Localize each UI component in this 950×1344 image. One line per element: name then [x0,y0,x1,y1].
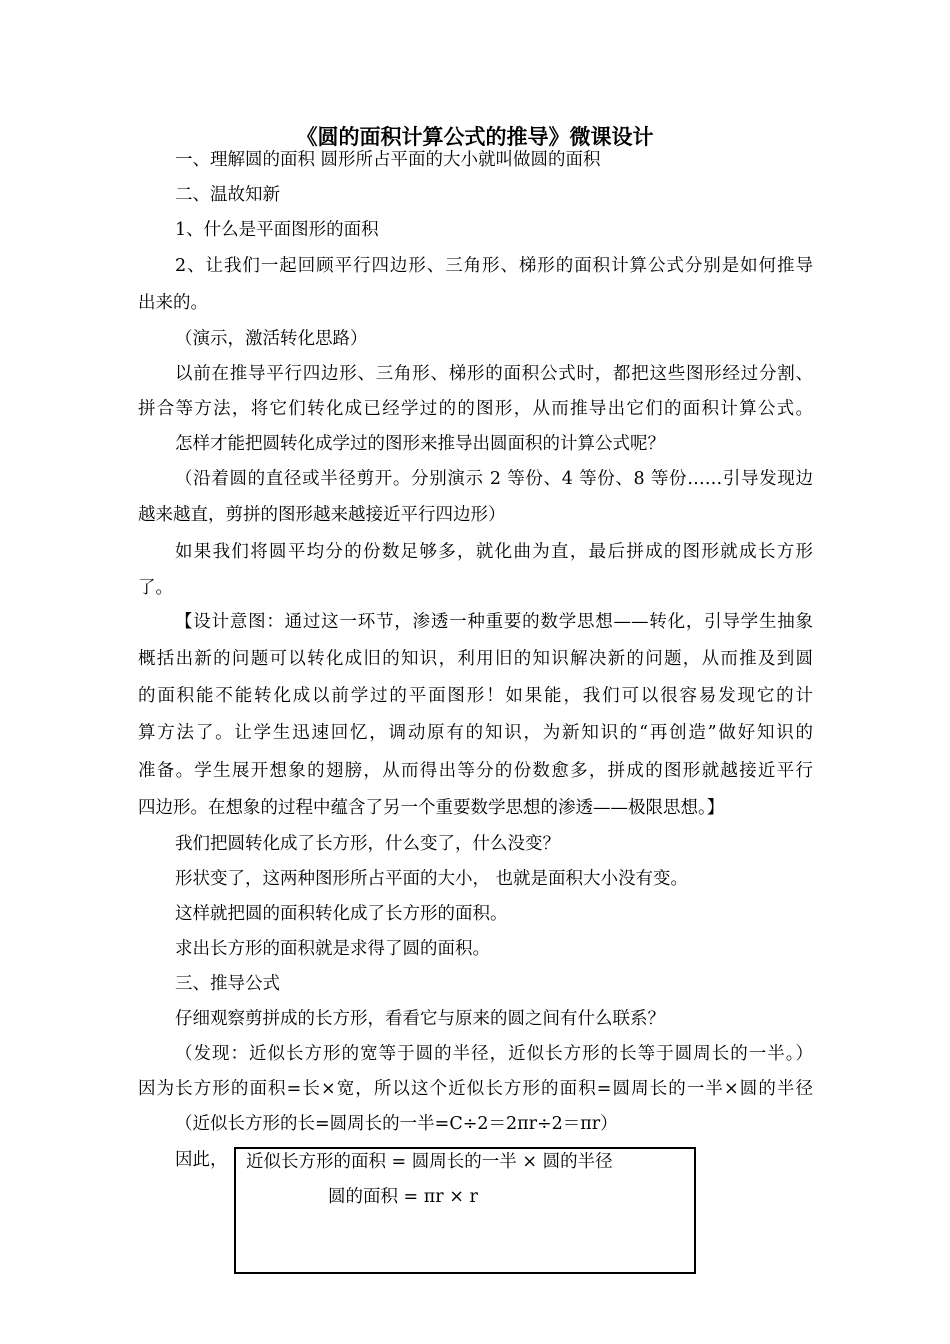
paragraph-line: 我们把圆转化成了长方形，什么变了，什么没变？ [175,834,560,854]
paragraph-line: 这样就把圆的面积转化成了长方形的面积。 [175,904,508,924]
paragraph-line: （近似长方形的长=圆周长的一半=C÷2＝2πr÷2＝πr） [175,1114,618,1134]
design-intent-line: 【设计意图：通过这一环节，渗透一种重要的数学思想——转化，引导学生抽象 [175,612,813,632]
design-intent-line: 准备。学生展开想象的翅膀，从而得出等分的份数愈多，拼成的图形就越接近平行 [138,761,813,781]
design-intent-line: 算方法了。让学生迅速回忆，调动原有的知识，为新知识的“再创造”做好知识的 [138,723,813,743]
design-intent-line: 的面积能不能转化成以前学过的平面图形！如果能，我们可以很容易发现它的计 [138,686,813,706]
paragraph-line: 以前在推导平行四边形、三角形、梯形的面积公式时，都把这些图形经过分割、 [175,364,813,384]
formula-box [234,1147,696,1274]
section-heading-3: 三、推导公式 [175,974,280,994]
paragraph-line: 怎样才能把圆转化成学过的图形来推导出圆面积的计算公式呢？ [175,434,665,454]
paragraph-line: 形状变了，这两种图形所占平面的大小， 也就是面积大小没有变。 [175,869,689,889]
document-title: 《圆的面积计算公式的推导》微课设计 [296,124,654,149]
paragraph-line: （发现：近似长方形的宽等于圆的半径，近似长方形的长等于圆周长的一半。） [175,1044,813,1064]
paragraph-line: 因为长方形的面积=长×宽，所以这个近似长方形的面积=圆周长的一半×圆的半径 [138,1079,813,1099]
paragraph-line: 1、什么是平面图形的面积 [175,220,379,240]
formula-line-1: 近似长方形的面积 = 圆周长的一半 × 圆的半径 [246,1152,613,1172]
section-heading-2: 二、温故知新 [175,185,280,205]
paragraph-line: （演示，激活转化思路） [175,329,368,349]
paragraph-line: （沿着圆的直径或半径剪开。分别演示 2 等份、4 等份、8 等份……引导发现边 [175,469,813,489]
paragraph-line: 2、让我们一起回顾平行四边形、三角形、梯形的面积计算公式分别是如何推导 [175,256,813,276]
formula-line-2: 圆的面积 = πr × r [328,1187,478,1207]
paragraph-line: 仔细观察剪拼成的长方形，看看它与原来的圆之间有什么联系？ [175,1009,665,1029]
paragraph-line: 如果我们将圆平均分的份数足够多，就化曲为直，最后拼成的图形就成长方形 [175,542,813,562]
paragraph-line: 越来越直，剪拼的图形越来越接近平行四边形） [138,505,506,525]
paragraph-line: 出来的。 [138,293,208,313]
design-intent-line: 概括出新的问题可以转化成旧的知识，利用旧的知识解决新的问题，从而推及到圆 [138,649,813,669]
paragraph-line: 求出长方形的面积就是求得了圆的面积。 [175,939,490,959]
paragraph-line: 因此， [175,1150,228,1170]
design-intent-line: 四边形。在想象的过程中蕴含了另一个重要数学思想的渗透——极限思想。】 [138,798,725,818]
paragraph-line: 拼合等方法，将它们转化成已经学过的的图形，从而推导出它们的面积计算公式。 [138,399,813,419]
paragraph-line: 了。 [138,578,173,598]
section-heading-1: 一、理解圆的面积 圆形所占平面的大小就叫做圆的面积 [175,150,601,170]
